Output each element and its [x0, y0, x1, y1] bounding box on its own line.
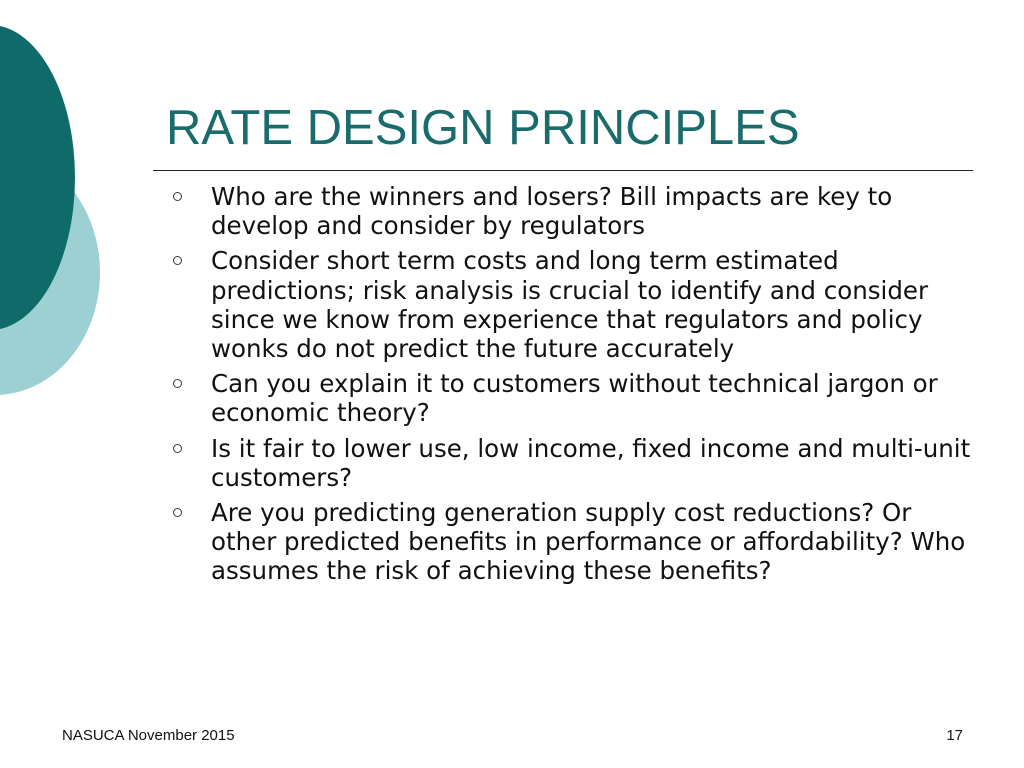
page-number: 17 — [946, 727, 963, 744]
bullet-item — [170, 246, 980, 363]
bullet-circle-icon — [173, 256, 182, 265]
bullet-circle-icon — [173, 444, 182, 453]
bullet-circle-icon — [173, 192, 182, 201]
title-divider — [153, 170, 973, 171]
footer-text: NASUCA November 2015 — [62, 727, 235, 744]
slide-title: RATE DESIGN PRINCIPLES — [166, 101, 800, 155]
bullet-circle-icon — [173, 379, 182, 388]
bullet-circle-icon — [173, 508, 182, 517]
bullet-text: Can you explain it to customers without technical jargon or economic theory? — [211, 369, 938, 428]
bullet-item — [170, 182, 980, 240]
bullet-item — [170, 434, 980, 492]
bullet-list — [170, 182, 980, 592]
bullet-item — [170, 498, 980, 586]
bullet-item — [170, 369, 980, 427]
bullet-text: Is it fair to lower use, low income, fixed income and multi-unit customers? — [211, 433, 971, 492]
bullet-text: Are you predicting generation supply cost reductions? Or other predicted benefits in performance or affordability? Who assumes the risk of achieving these benefits? — [211, 498, 966, 586]
bullet-text: Consider short term costs and long term estimated predictions; risk analysis is crucial to identify and consider since we know from experience that regulators and policy wonks do not predict the future accurately — [211, 246, 929, 364]
bullet-text: Who are the winners and losers? Bill impacts are key to develop and consider by regulators — [211, 182, 893, 241]
